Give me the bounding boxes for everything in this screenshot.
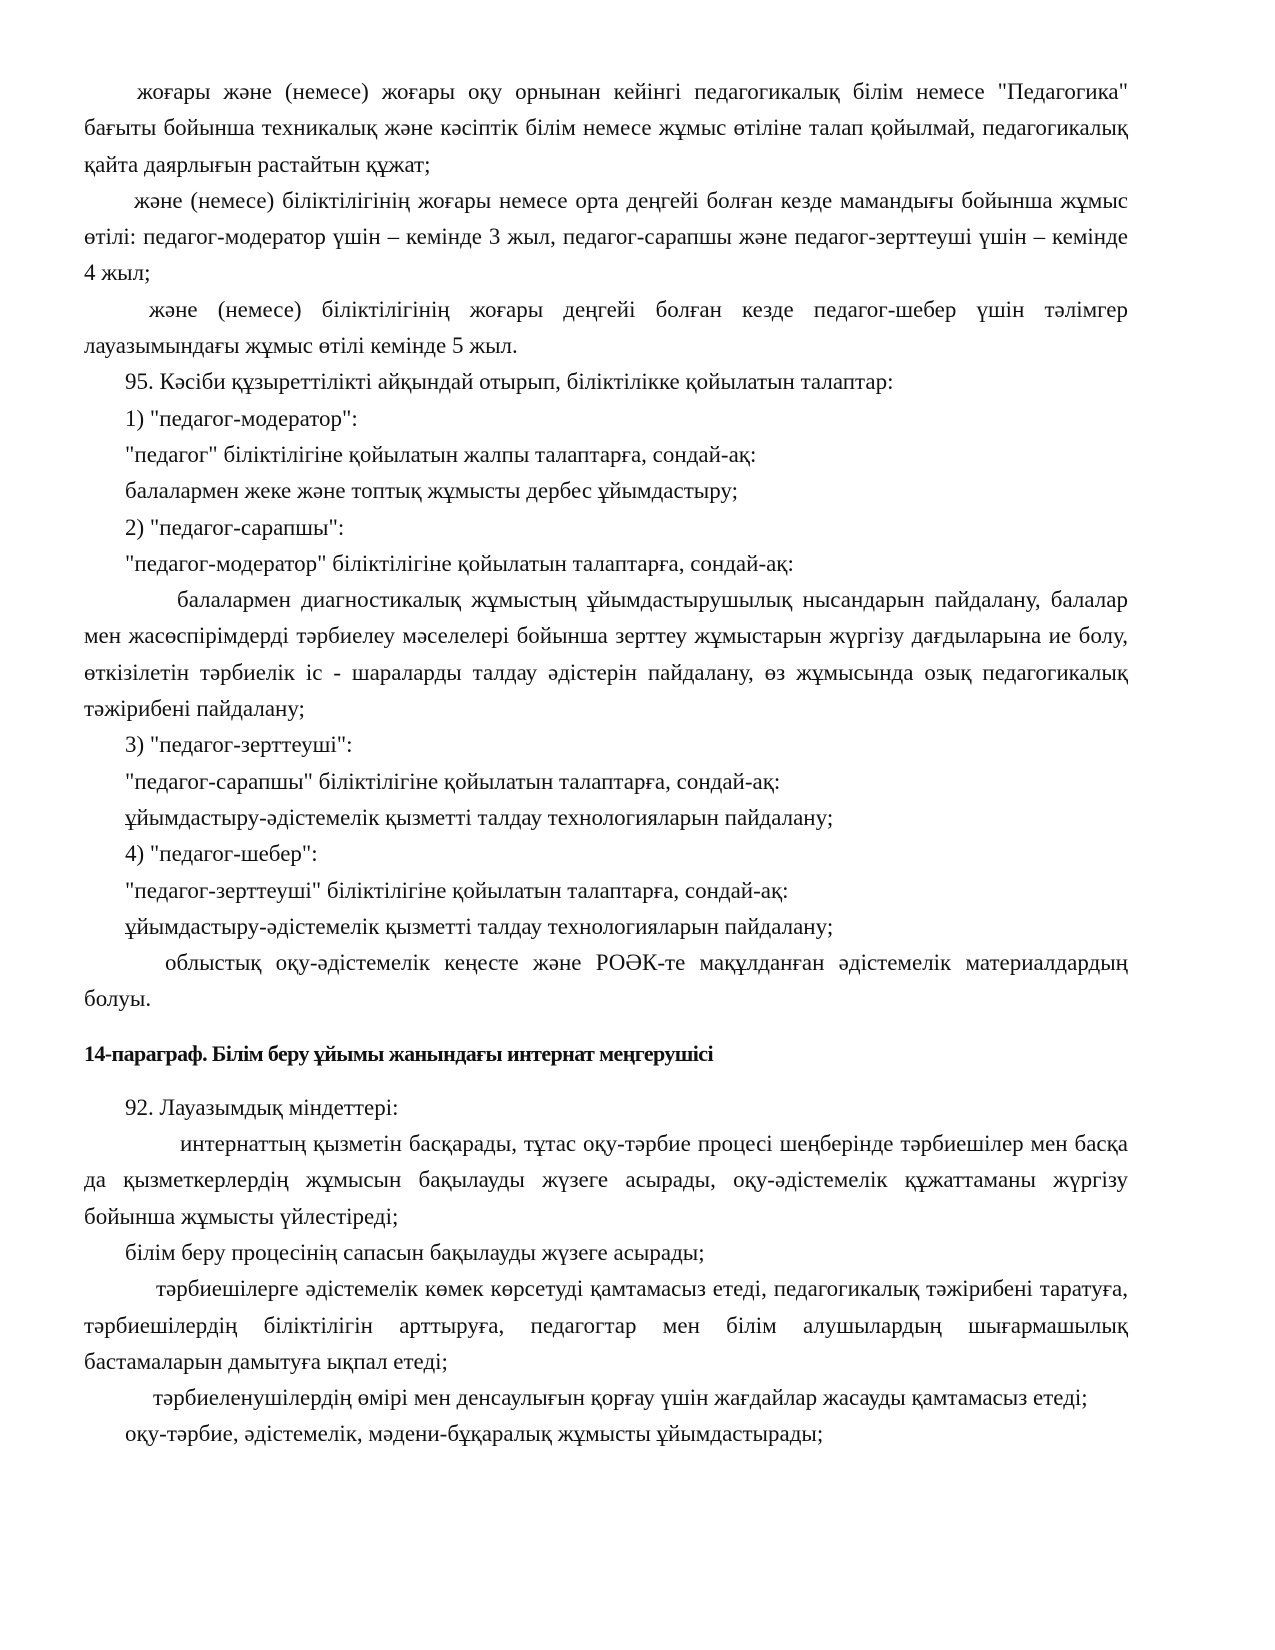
item-4-label: 4) "педагог-шебер": xyxy=(125,841,318,867)
item-2-line-1: "педагог-модератор" біліктілігіне қойылатын талаптарға, сондай-ақ: xyxy=(125,550,794,576)
item-3-line-1: "педагог-сарапшы" біліктілігіне қойылатын талаптарға, сондай-ақ: xyxy=(125,768,781,794)
paragraph-education-requirement: жоғары және (немесе) жоғары оқу орнынан кейінгі педагогикалық білім немесе "Педагогика" бағыты бойынша техникалық және кәсіптік білім немесе жұмыс өтіліне талап қойылмай, педагогикалық қайта даярлығын растайтын құжат; xyxy=(84,79,1128,177)
section-92-title: 92. Лауазымдық міндеттері: xyxy=(125,1094,399,1120)
item-3-line-2: ұйымдастыру-әдістемелік қызметті талдау технологияларын пайдалану; xyxy=(125,804,834,830)
item-3-label: 3) "педагог-зерттеуші": xyxy=(125,732,353,758)
item-1-label: 1) "педагог-модератор": xyxy=(125,405,358,431)
item-1-line-2: балалармен жеке және топтық жұмысты дербес ұйымдастыру; xyxy=(125,478,739,504)
paragraph-work-experience: және (немесе) біліктілігінің жоғары немесе орта деңгейі болған кезде мамандығы бойынша жұмыс өтілі: педагог-модератор үшін – кемінде 3 жыл, педагог-сарапшы және педагог-зерттеуші үшін – кемінде 4 жыл; xyxy=(84,187,1128,286)
item-2-paragraph: балалармен диагностикалық жұмыстың ұйымдастырушылық нысандарын пайдалану, балалар мен жасөспірімдерді тәрбиелеу мәселелері бойынша зерттеу жұмыстарын жүргізу дағдыларына ие болу, өткізілетін тәрбиелік іс - шараларды талдау әдістерін пайдалану, өз жұмысында озық педагогикалық тәжірибені пайдалану; xyxy=(84,587,1128,722)
item-2-label: 2) "педагог-сарапшы": xyxy=(125,514,345,540)
duty-line-2: білім беру процесінің сапасын бақылауды жүзеге асырады; xyxy=(125,1239,705,1265)
item-4-line-1: "педагог-зерттеуші" біліктілігіне қойылатын талаптарға, сондай-ақ: xyxy=(125,877,789,903)
duty-paragraph-4: тәрбиеленушілердің өмірі мен денсаулығын қорғау үшін жағдайлар жасауды қамтамасыз етеді; xyxy=(153,1385,1088,1411)
item-4-paragraph: облыстық оқу-әдістемелік кеңесте және РОӘК-те мақұлданған әдістемелік материалдардың болуы. xyxy=(84,950,1128,1012)
duty-paragraph-3: тәрбиешілерге әдістемелік көмек көрсетуді қамтамасыз етеді, педагогикалық тәжірибені таратуға, тәрбиешілердің біліктілігін арттыруға, педагогтар мен білім алушылардың шығармашылық бастамаларын дамытуға ықпал етеді; xyxy=(84,1276,1128,1374)
duty-line-5: оқу-тәрбие, әдістемелік, мәдени-бұқаралық жұмысты ұйымдастырады; xyxy=(125,1421,824,1447)
item-4-line-2: ұйымдастыру-әдістемелік қызметті талдау технологияларын пайдалану; xyxy=(125,913,834,939)
document-page xyxy=(84,74,1128,1453)
item-1-line-1: "педагог" біліктілігіне қойылатын жалпы талаптарға, сондай-ақ: xyxy=(125,441,757,467)
duty-paragraph-1: интернаттың қызметін басқарады, тұтас оқу-тәрбие процесі шеңберінде тәрбиешілер мен басқа да қызметкерлердің жұмысын бақылауды жүзеге асырады, оқу-әдістемелік құжаттаманы жүргізу бойынша жұмысты үйлестіреді; xyxy=(84,1131,1128,1229)
section-95-title: 95. Кәсіби құзыреттілікті айқындай отырып, біліктілікке қойылатын талаптар: xyxy=(125,369,894,395)
section-heading: 14-параграф. Білім беру ұйымы жанындағы интернат меңгерушісі xyxy=(84,1040,713,1066)
paragraph-master-experience: және (немесе) біліктілігінің жоғары деңгейі болған кезде педагог-шебер үшін тәлімгер лауазымындағы жұмыс өтілі кемінде 5 жыл. xyxy=(84,296,1128,359)
